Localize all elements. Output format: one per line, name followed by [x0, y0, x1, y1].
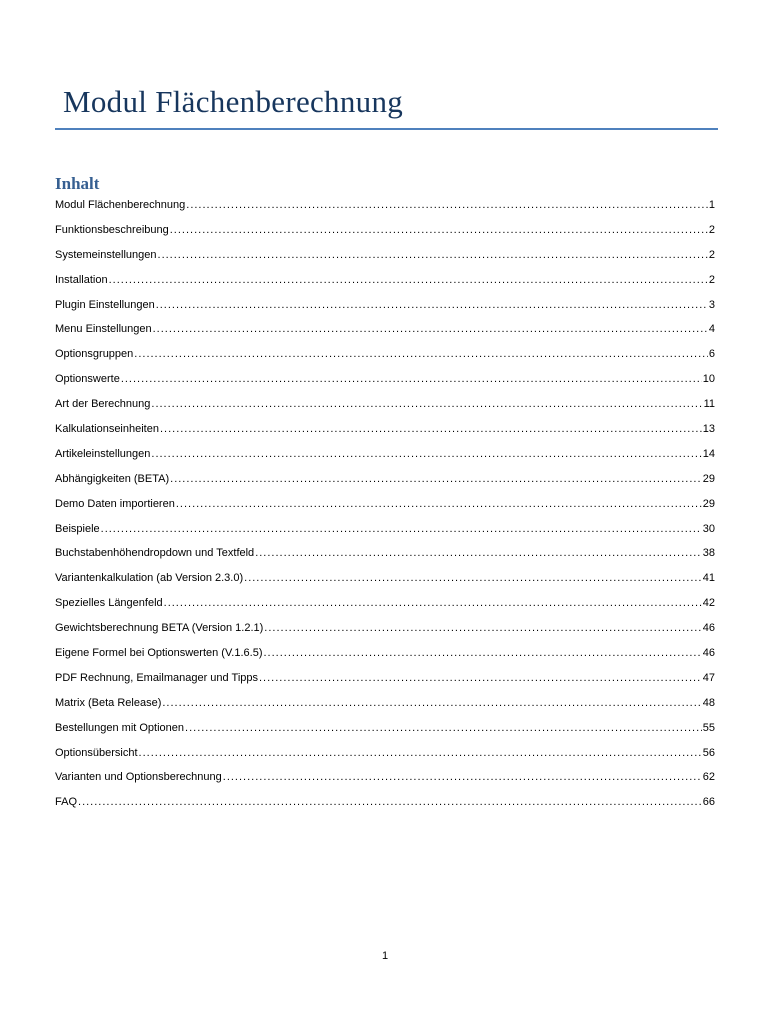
- toc-dot-leader: [259, 670, 702, 687]
- toc-entry[interactable]: [55, 645, 715, 670]
- toc-entry[interactable]: [55, 670, 715, 695]
- toc-entry-title[interactable]: Variantenkalkulation (ab Version 2.3.0): [55, 572, 244, 585]
- toc-heading: Inhalt: [55, 174, 100, 193]
- document-title: Modul Flächenberechnung: [63, 84, 404, 119]
- toc-entry-page[interactable]: 2: [708, 248, 715, 261]
- toc-entry-title[interactable]: Artikeleinstellungen: [55, 447, 151, 460]
- toc-entry-page[interactable]: 13: [702, 423, 715, 436]
- toc-entry-page[interactable]: 10: [702, 373, 715, 386]
- toc-entry-page[interactable]: 62: [702, 771, 715, 784]
- toc-entry-page[interactable]: 3: [708, 298, 715, 311]
- toc-entry[interactable]: [55, 545, 715, 570]
- toc-entry-title[interactable]: Optionswerte: [55, 373, 120, 386]
- toc-entry[interactable]: [55, 720, 715, 745]
- toc-entry-title[interactable]: PDF Rechnung, Emailmanager und Tipps: [55, 671, 258, 684]
- toc-entry-title[interactable]: Buchstabenhöhendropdown und Textfeld: [55, 547, 255, 560]
- table-of-contents: [55, 197, 715, 819]
- toc-entry[interactable]: [55, 421, 715, 446]
- toc-entry[interactable]: [55, 197, 715, 222]
- toc-entry[interactable]: [55, 620, 715, 645]
- toc-entry-page[interactable]: 2: [708, 273, 715, 286]
- toc-entry-title[interactable]: Optionsübersicht: [55, 746, 138, 759]
- toc-entry-title[interactable]: Abhängigkeiten (BETA): [55, 472, 170, 485]
- toc-entry[interactable]: [55, 247, 715, 272]
- toc-dot-leader: [78, 794, 702, 811]
- toc-entry-page[interactable]: 6: [708, 348, 715, 361]
- toc-dot-leader: [186, 197, 708, 214]
- toc-dot-leader: [151, 396, 702, 413]
- toc-entry[interactable]: [55, 769, 715, 794]
- toc-dot-leader: [164, 595, 702, 612]
- toc-entry-title[interactable]: Eigene Formel bei Optionswerten (V.1.6.5): [55, 647, 263, 660]
- toc-entry-title[interactable]: Menu Einstellungen: [55, 323, 152, 336]
- toc-entry-page[interactable]: 1: [708, 199, 715, 211]
- toc-entry-page[interactable]: 56: [702, 746, 715, 759]
- toc-entry-page[interactable]: 46: [702, 622, 715, 635]
- toc-entry-title[interactable]: Varianten und Optionsberechnung: [55, 771, 222, 784]
- toc-entry[interactable]: [55, 471, 715, 496]
- toc-entry[interactable]: [55, 794, 715, 819]
- toc-entry-title[interactable]: Art der Berechnung: [55, 398, 151, 411]
- toc-entry[interactable]: [55, 346, 715, 371]
- toc-dot-leader: [176, 496, 702, 513]
- toc-entry-title[interactable]: Modul Flächenberechnung: [55, 199, 186, 211]
- toc-entry-page[interactable]: 14: [702, 447, 715, 460]
- toc-entry-title[interactable]: Beispiele: [55, 522, 100, 535]
- toc-entry-title[interactable]: Kalkulationseinheiten: [55, 423, 159, 436]
- toc-entry[interactable]: [55, 521, 715, 546]
- title-underline: [55, 128, 718, 130]
- toc-entry-page[interactable]: 66: [702, 796, 715, 809]
- page-number: 1: [381, 950, 389, 962]
- toc-entry-title[interactable]: FAQ: [55, 796, 78, 809]
- toc-entry[interactable]: [55, 446, 715, 471]
- toc-dot-leader: [121, 371, 702, 388]
- toc-entry-page[interactable]: 48: [702, 696, 715, 709]
- toc-dot-leader: [170, 471, 702, 488]
- toc-entry[interactable]: [55, 570, 715, 595]
- toc-entry-page[interactable]: 30: [702, 522, 715, 535]
- toc-entry[interactable]: [55, 272, 715, 297]
- toc-entry-title[interactable]: Installation: [55, 273, 108, 286]
- toc-entry-title[interactable]: Spezielles Längenfeld: [55, 597, 163, 610]
- toc-entry-page[interactable]: 47: [702, 671, 715, 684]
- toc-entry[interactable]: [55, 695, 715, 720]
- toc-entry-title[interactable]: Demo Daten importieren: [55, 497, 175, 510]
- toc-dot-leader: [170, 222, 708, 239]
- toc-dot-leader: [244, 570, 702, 587]
- toc-dot-leader: [109, 272, 708, 289]
- toc-entry-title[interactable]: Plugin Einstellungen: [55, 298, 155, 311]
- toc-dot-leader: [264, 620, 701, 637]
- toc-entry-page[interactable]: 29: [702, 472, 715, 485]
- toc-dot-leader: [162, 695, 701, 712]
- toc-dot-leader: [158, 247, 708, 264]
- toc-dot-leader: [151, 446, 701, 463]
- toc-dot-leader: [139, 745, 702, 762]
- toc-dot-leader: [160, 421, 702, 438]
- toc-entry[interactable]: [55, 222, 715, 247]
- toc-entry-page[interactable]: 55: [702, 721, 715, 734]
- toc-dot-leader: [153, 321, 708, 338]
- toc-entry[interactable]: [55, 297, 715, 322]
- toc-dot-leader: [134, 346, 708, 363]
- toc-dot-leader: [255, 545, 702, 562]
- toc-entry-title[interactable]: Bestellungen mit Optionen: [55, 721, 185, 734]
- toc-dot-leader: [263, 645, 701, 662]
- toc-entry-page[interactable]: 41: [702, 572, 715, 585]
- toc-dot-leader: [223, 769, 702, 786]
- toc-entry[interactable]: [55, 595, 715, 620]
- toc-dot-leader: [101, 521, 702, 538]
- toc-entry-title[interactable]: Gewichtsberechnung BETA (Version 1.2.1): [55, 622, 264, 635]
- toc-entry-page[interactable]: 42: [702, 597, 715, 610]
- toc-entry[interactable]: [55, 745, 715, 770]
- toc-entry[interactable]: [55, 496, 715, 521]
- toc-dot-leader: [185, 720, 702, 737]
- toc-entry-title[interactable]: Optionsgruppen: [55, 348, 134, 361]
- toc-entry-page[interactable]: 4: [708, 323, 715, 336]
- toc-entry-title[interactable]: Funktionsbeschreibung: [55, 223, 169, 236]
- toc-entry[interactable]: [55, 321, 715, 346]
- toc-dot-leader: [156, 297, 708, 314]
- toc-entry-page[interactable]: 46: [702, 647, 715, 660]
- toc-entry-title[interactable]: Matrix (Beta Release): [55, 696, 162, 709]
- toc-entry-title[interactable]: Systemeinstellungen: [55, 248, 157, 261]
- toc-entry-page[interactable]: 38: [702, 547, 715, 560]
- toc-entry-page[interactable]: 2: [708, 223, 715, 236]
- toc-entry[interactable]: [55, 371, 715, 396]
- toc-entry[interactable]: [55, 396, 715, 421]
- toc-entry-page[interactable]: 29: [702, 497, 715, 510]
- toc-entry-page[interactable]: 11: [703, 398, 715, 411]
